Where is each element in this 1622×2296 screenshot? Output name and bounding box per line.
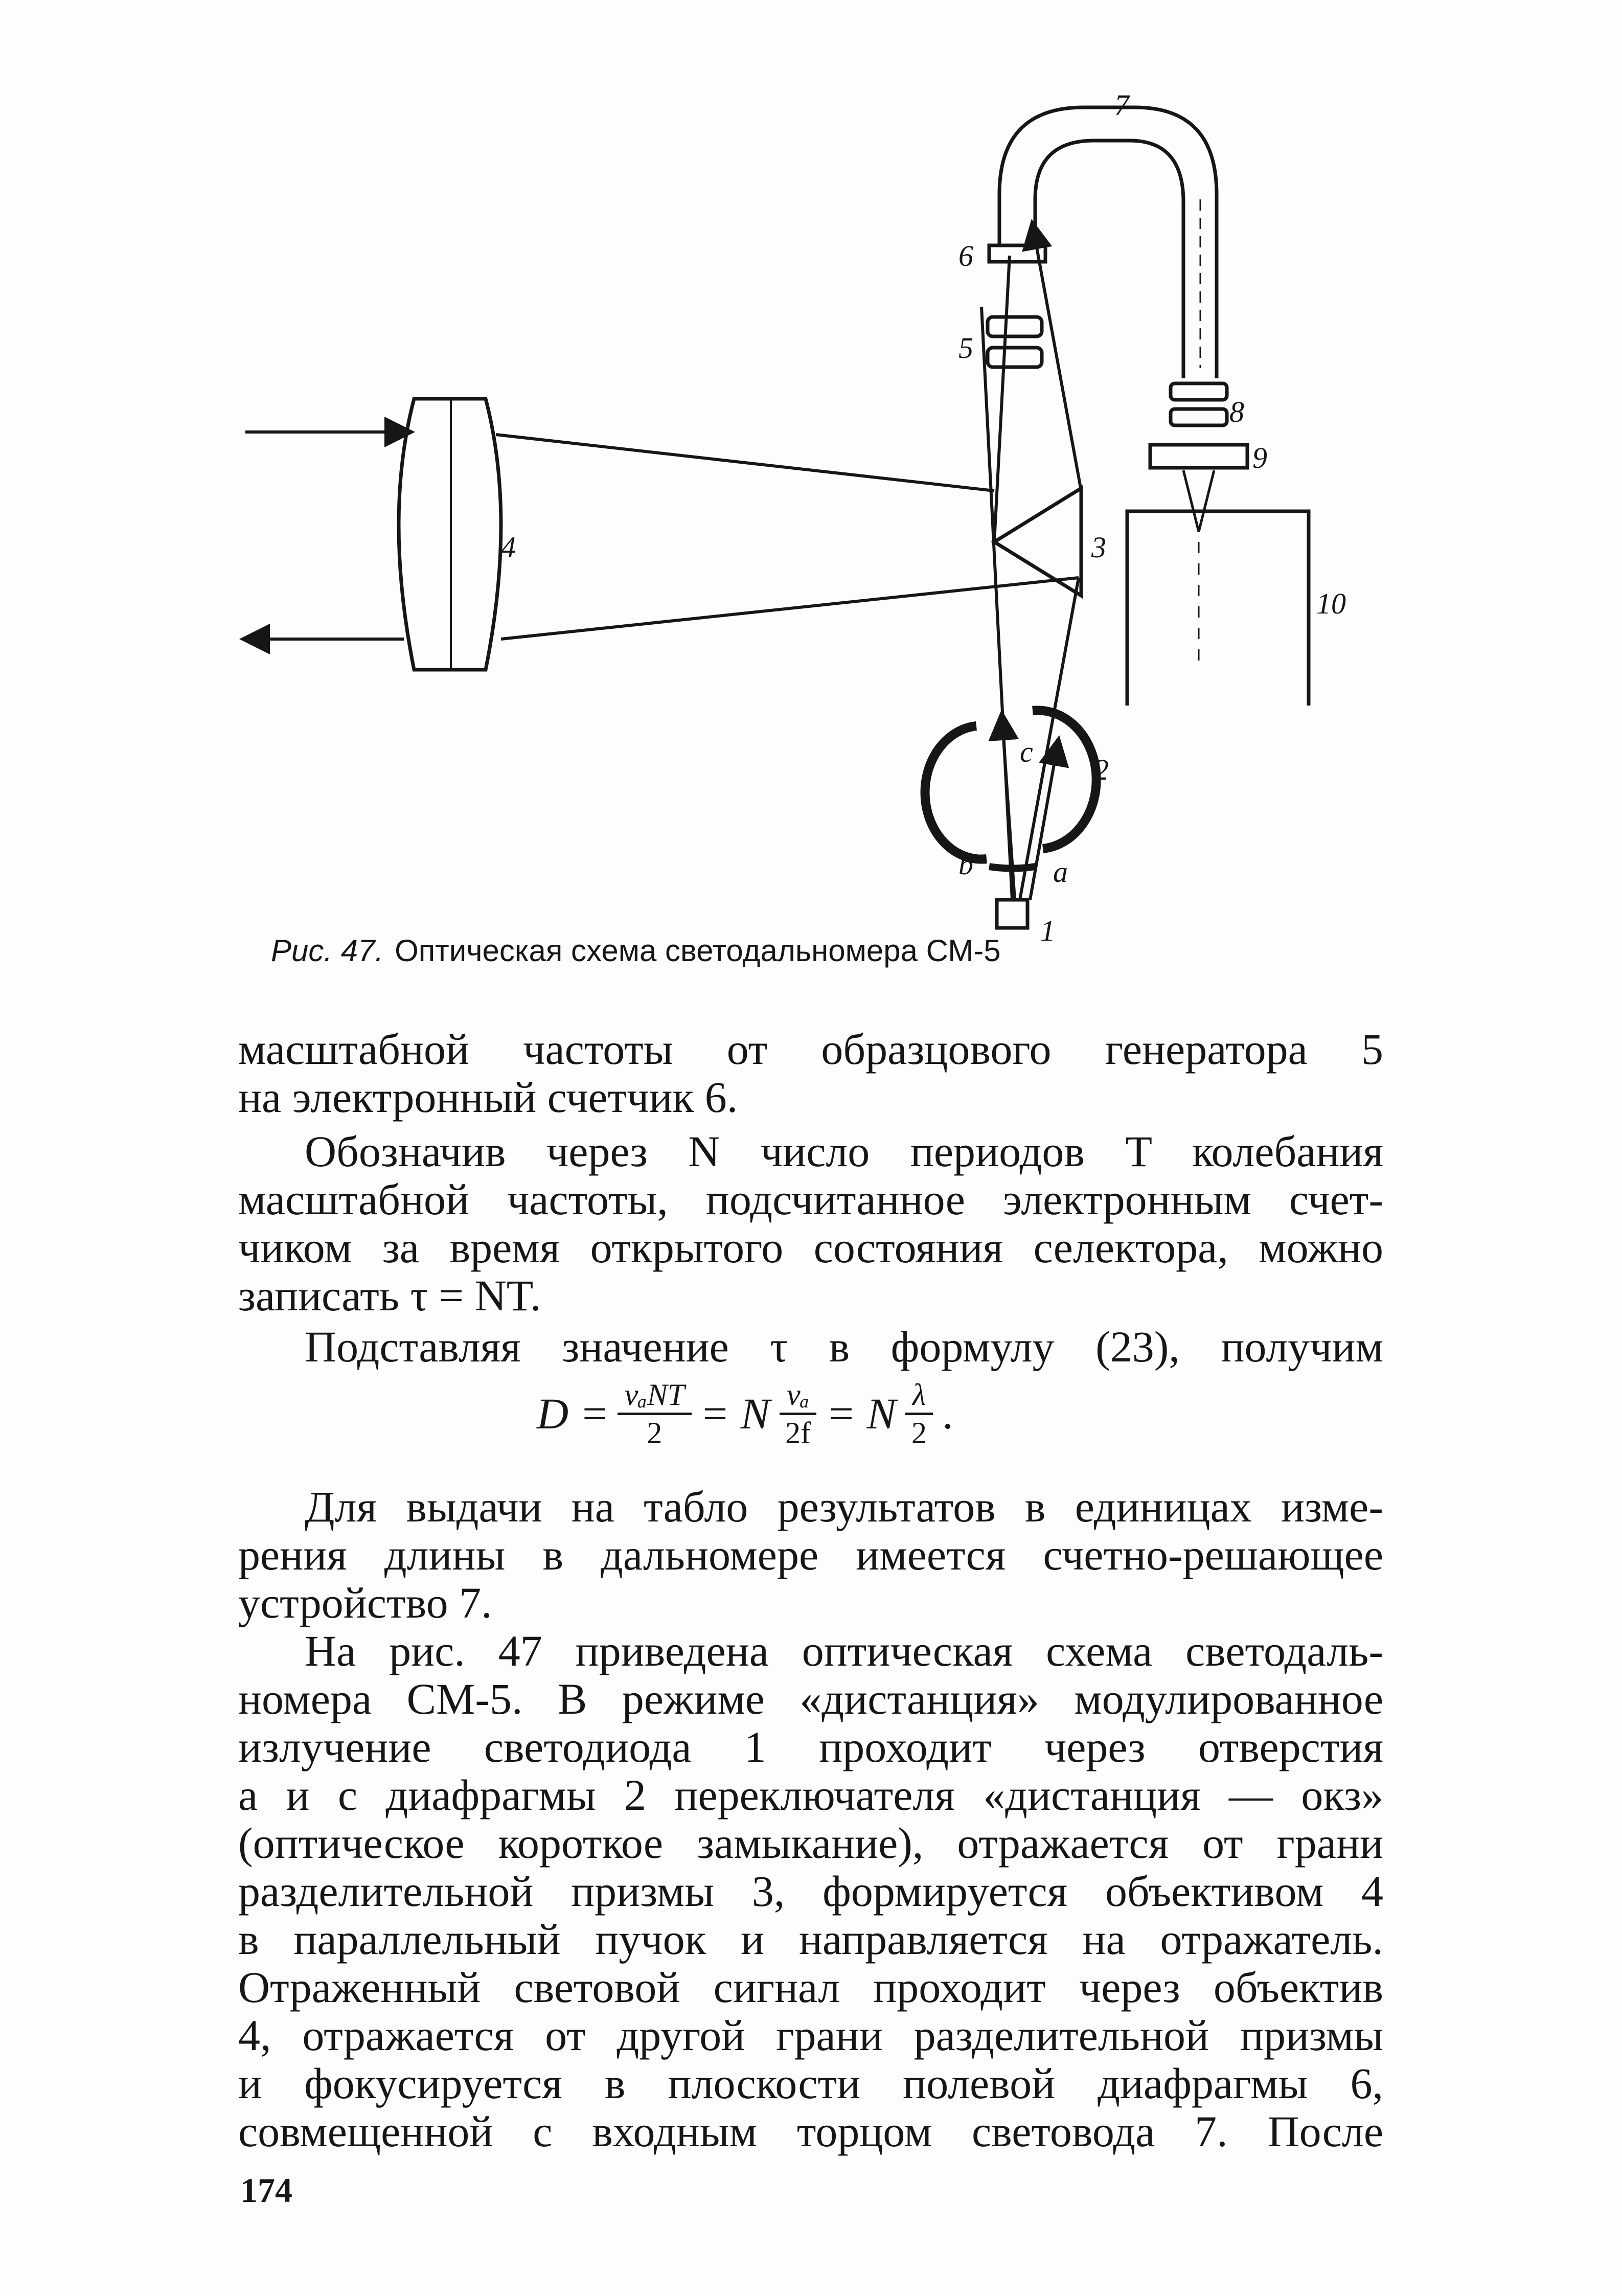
p5-line-3: излучение светодиода 1 проходит через отверстия: [238, 1722, 1383, 1771]
p5-line-4: a и c диафрагмы 2 переключателя «дистанция — окз»: [238, 1770, 1383, 1820]
diaphragm-left-arc: [925, 726, 987, 859]
p2-line-2: масштабной частоты, подсчитанное электронным счет-: [238, 1175, 1383, 1224]
lens-8: [1171, 383, 1227, 400]
formula-lhs: D =: [537, 1389, 609, 1438]
label-c: c: [1020, 735, 1033, 768]
beam-to-lens: [501, 578, 1079, 639]
p1-line-2: на электронный счетчик 6.: [238, 1073, 738, 1122]
p5-line-7: в параллельный пучок и направляется на отражатель.: [238, 1915, 1383, 1964]
p1-line-1: масштабной частоты от образцового генератора 5: [238, 1025, 1383, 1074]
p2-line-3: чиком за время открытого состояния селектора, можно: [238, 1223, 1383, 1272]
formula-f3-den: 2: [911, 1416, 927, 1450]
p5-line-8: Отраженный световой сигнал проходит через объектив: [238, 1963, 1383, 2012]
optical-scheme-diagram: [215, 92, 1544, 951]
figure-caption-id: Рис. 47.: [271, 934, 384, 968]
label-3: 3: [1091, 531, 1106, 564]
p5-line-6: разделительной призмы 3, формируется объективом 4: [238, 1867, 1383, 1916]
formula-eq1: = N: [700, 1389, 770, 1438]
p5-line-10: и фокусируется в плоскости полевой диафрагмы 6,: [238, 2059, 1383, 2108]
formula-fraction-1: [618, 1377, 692, 1451]
optical-scheme-figure: [215, 92, 1544, 951]
p3-line-1: Подставляя значение τ в формулу (23), получим: [305, 1322, 1383, 1371]
p5-line-1: На рис. 47 приведена оптическая схема светодаль-: [305, 1626, 1383, 1675]
beam-to-prism: [496, 435, 994, 491]
photomultiplier: [1127, 511, 1309, 706]
lens-5-top: [988, 317, 1042, 336]
p5-line-9: 4, отражается от другой грани разделительной призмы: [238, 2011, 1383, 2060]
formula-fraction-2: [778, 1377, 818, 1451]
label-5: 5: [958, 331, 973, 365]
p2-line-4: записать τ = NT.: [238, 1271, 541, 1320]
p4-line-2: рения длины в дальномере имеется счетно-решающее: [238, 1530, 1383, 1579]
label-2: 2: [1094, 753, 1109, 786]
formula-f1-den: 2: [647, 1416, 662, 1450]
label-a: a: [1053, 855, 1068, 889]
page-number: 174: [240, 2171, 292, 2210]
label-7: 7: [1114, 92, 1129, 122]
label-6: 6: [958, 239, 973, 272]
formula-f3-num: λ: [905, 1377, 933, 1415]
p4-line-3: устройство 7.: [238, 1578, 492, 1627]
p5-line-5: (оптическое короткое замыкание), отражается от грани: [238, 1818, 1383, 1868]
formula-f2-num: vₐ: [780, 1377, 816, 1415]
formula-f2-den: 2f: [785, 1416, 811, 1450]
lens-5-bottom: [988, 348, 1042, 367]
led-source: [997, 900, 1027, 928]
label-9: 9: [1252, 441, 1267, 474]
formula-end: .: [942, 1389, 953, 1438]
p4-line-1: Для выдачи на табло результатов в единицах изме-: [305, 1482, 1383, 1531]
p5-line-11: совмещенной с входным торцом световода 7. После: [238, 2107, 1383, 2156]
formula-eq2: = N: [826, 1389, 897, 1438]
formula-f1-num: vₐNT: [618, 1377, 692, 1415]
label-4: 4: [501, 531, 516, 564]
formula-fraction-3: [904, 1377, 934, 1451]
distance-formula: [537, 1357, 1150, 1470]
figure-caption-text: Оптическая схема светодальномера СМ-5: [395, 934, 1001, 968]
label-1: 1: [1040, 914, 1055, 947]
label-8: 8: [1229, 395, 1244, 428]
p2-line-1: Обозначив через N число периодов T колебания: [305, 1127, 1383, 1176]
figure-caption: [271, 933, 1498, 968]
label-10: 10: [1316, 587, 1346, 620]
element-9: [1150, 445, 1247, 468]
p5-line-2: номера СМ-5. В режиме «дистанция» модулированное: [238, 1674, 1383, 1723]
label-b: b: [958, 848, 973, 881]
